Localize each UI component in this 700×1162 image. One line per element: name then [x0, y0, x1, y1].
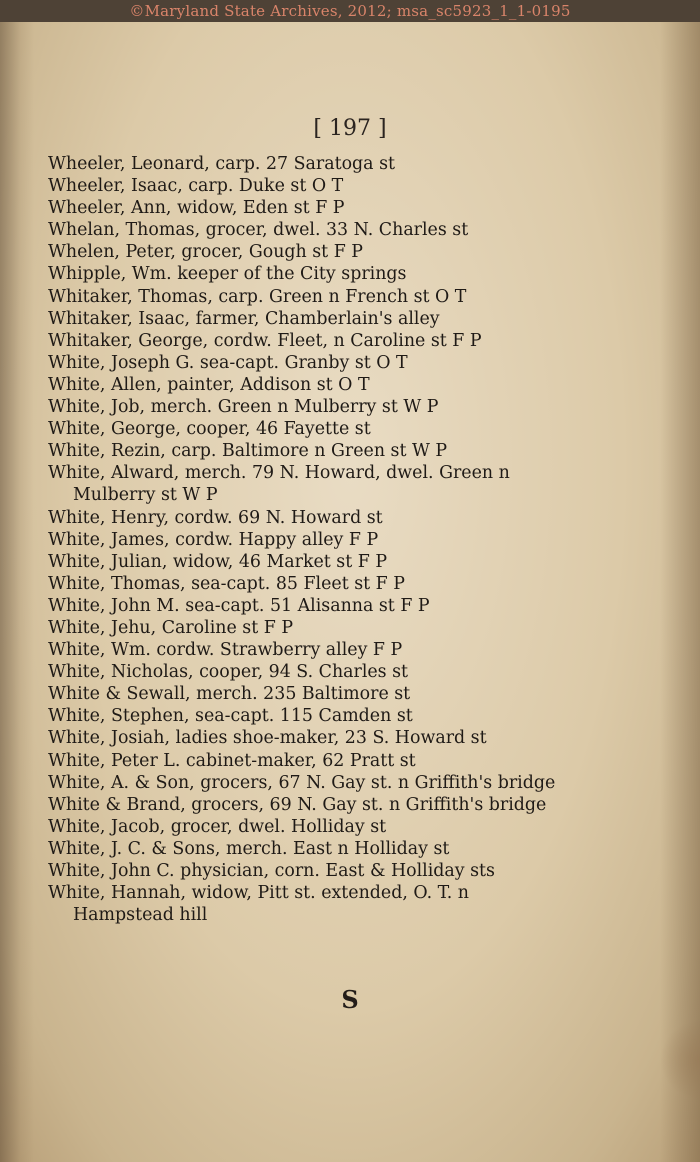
directory-entry: White, Julian, widow, 46 Market st F P [48, 551, 388, 572]
page-fold-shadow [660, 1020, 700, 1100]
directory-entry: Whelan, Thomas, grocer, dwel. 33 N. Charles st [48, 220, 469, 241]
directory-entry: White, Jehu, Caroline st F P [48, 617, 294, 638]
directory-entry: White, Jacob, grocer, dwel. Holliday st [48, 816, 387, 837]
directory-entry: White & Brand, grocers, 69 N. Gay st. n Griffith's bridge [48, 794, 547, 815]
page-number: [ 197 ] [313, 116, 387, 141]
directory-entry: White, Nicholas, cooper, 94 S. Charles st [48, 662, 409, 683]
directory-entry: White, Allen, painter, Addison st O T [48, 374, 370, 395]
directory-entry: White, Hannah, widow, Pitt st. extended, O. T. n Hampstead hill [48, 883, 469, 926]
directory-entry: White & Sewall, merch. 235 Baltimore st [48, 684, 411, 705]
directory-entry: White, Rezin, carp. Baltimore n Green st W P [48, 441, 448, 462]
directory-entry: Wheeler, Ann, widow, Eden st F P [48, 198, 345, 219]
directory-entry: White, Thomas, sea-capt. 85 Fleet st F P [48, 573, 405, 594]
directory-entries [48, 153, 568, 926]
directory-entry: White, Job, merch. Green n Mulberry st W P [48, 397, 439, 418]
directory-entry: Wheeler, Isaac, carp. Duke st O T [48, 176, 344, 197]
directory-entry: Whitaker, Isaac, farmer, Chamberlain's alley [48, 308, 440, 329]
directory-entry: White, John C. physician, corn. East & Holliday sts [48, 861, 495, 881]
directory-entry: White, George, cooper, 46 Fayette st [48, 419, 371, 440]
directory-entry: White, Wm. cordw. Strawberry alley F P [48, 640, 403, 661]
directory-entry: Whitaker, George, cordw. Fleet, n Caroline st F P [48, 330, 482, 351]
directory-entry: Whelen, Peter, grocer, Gough st F P [48, 242, 363, 263]
directory-entry: Whipple, Wm. keeper of the City springs [48, 264, 407, 285]
directory-entry: White, John M. sea-capt. 51 Alisanna st F P [48, 595, 430, 616]
directory-entry: White, Josiah, ladies shoe-maker, 23 S. Howard st [48, 728, 487, 749]
directory-entry: White, James, cordw. Happy alley F P [48, 529, 379, 550]
directory-entry: White, Peter L. cabinet-maker, 62 Pratt st [48, 750, 416, 771]
directory-entry: White, Joseph G. sea-capt. Granby st O T [48, 352, 408, 373]
archive-watermark: ©Maryland State Archives, 2012; msa_sc5923_1_1-0195 [0, 0, 700, 22]
directory-entry: White, J. C. & Sons, merch. East n Holliday st [48, 838, 450, 859]
directory-entry: Whitaker, Thomas, carp. Green n French st O T [48, 286, 467, 307]
directory-entry: White, A. & Son, grocers, 67 N. Gay st. n Griffith's bridge [48, 772, 556, 793]
directory-entry: White, Alward, merch. 79 N. Howard, dwel. Green n Mulberry st W P [48, 463, 510, 506]
signature-mark: S [341, 985, 359, 1014]
directory-entry: White, Henry, cordw. 69 N. Howard st [48, 507, 383, 528]
directory-entry: White, Stephen, sea-capt. 115 Camden st [48, 706, 413, 727]
directory-entry: Wheeler, Leonard, carp. 27 Saratoga st [48, 154, 395, 174]
